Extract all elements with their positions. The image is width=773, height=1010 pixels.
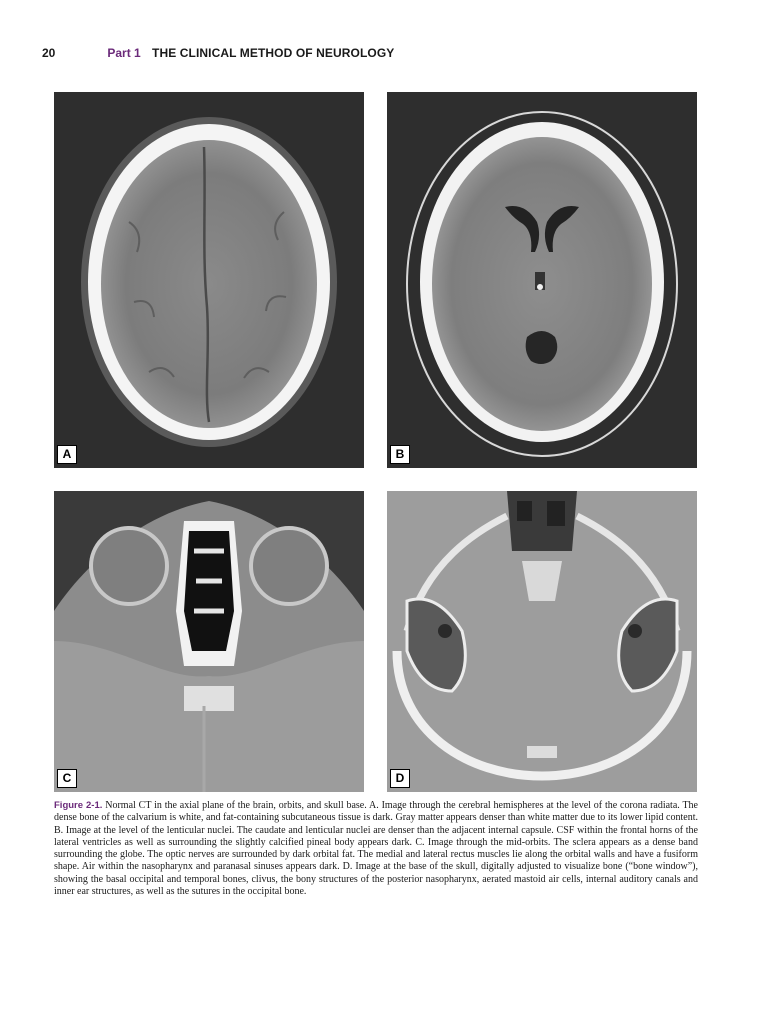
figure-panel-a xyxy=(54,92,364,468)
figure-panel-d xyxy=(387,491,697,792)
ct-axial-skull-base-bone-window-image xyxy=(387,491,697,792)
running-head xyxy=(42,46,394,66)
page-number: 20 xyxy=(42,46,56,60)
figure-caption xyxy=(54,800,698,898)
panel-label: A xyxy=(57,445,77,464)
chapter-title: THE CLINICAL METHOD OF NEUROLOGY xyxy=(152,46,395,60)
figure-panel-b xyxy=(387,92,697,468)
panel-label: C xyxy=(57,769,77,788)
ct-axial-orbits-image xyxy=(54,491,364,792)
figure-panel-c xyxy=(54,491,364,792)
caption-text: Normal CT in the axial plane of the brain, orbits, and skull base. A. Image through the cerebral hemispheres at the level of the corona radiata. The dense bone of the calvarium is white, and fat-containing subcutaneous tissue is dark. Gray matter appears denser than white matter due to its lower lipid content. B. Image at the level of the lenticular nuclei. The caudate and lenticular nuclei are denser than the adjacent internal capsule. CSF within the frontal horns of the lateral ventricles as well as surrounding the slightly calcified pineal body appears dark. C. Image through the mid-orbits. The sclera appears as a dense band surrounding the globe. The optic nerves are surrounded by dark orbital fat. The medial and lateral rectus muscles lie along the orbital walls and have a fusiform shape. Air within the nasopharynx and paranasal sinuses appears dark. D. Image at the base of the skull, digitally adjusted to visualize bone (“bone window”), showing the basal occipital and temporal bones, clivus, the bony structures of the posterior nasopharynx, aerated mastoid air cells, internal auditory canals and inner ear structures, as well as the sutures in the occipital bone. xyxy=(54,800,698,898)
panel-label: B xyxy=(390,445,410,464)
part-label: Part 1 xyxy=(107,46,141,60)
ct-axial-cerebral-hemispheres-image xyxy=(54,92,364,468)
caption-label: Figure 2-1. xyxy=(54,800,103,811)
ct-axial-lenticular-nuclei-image xyxy=(387,92,697,468)
panel-label: D xyxy=(390,769,410,788)
